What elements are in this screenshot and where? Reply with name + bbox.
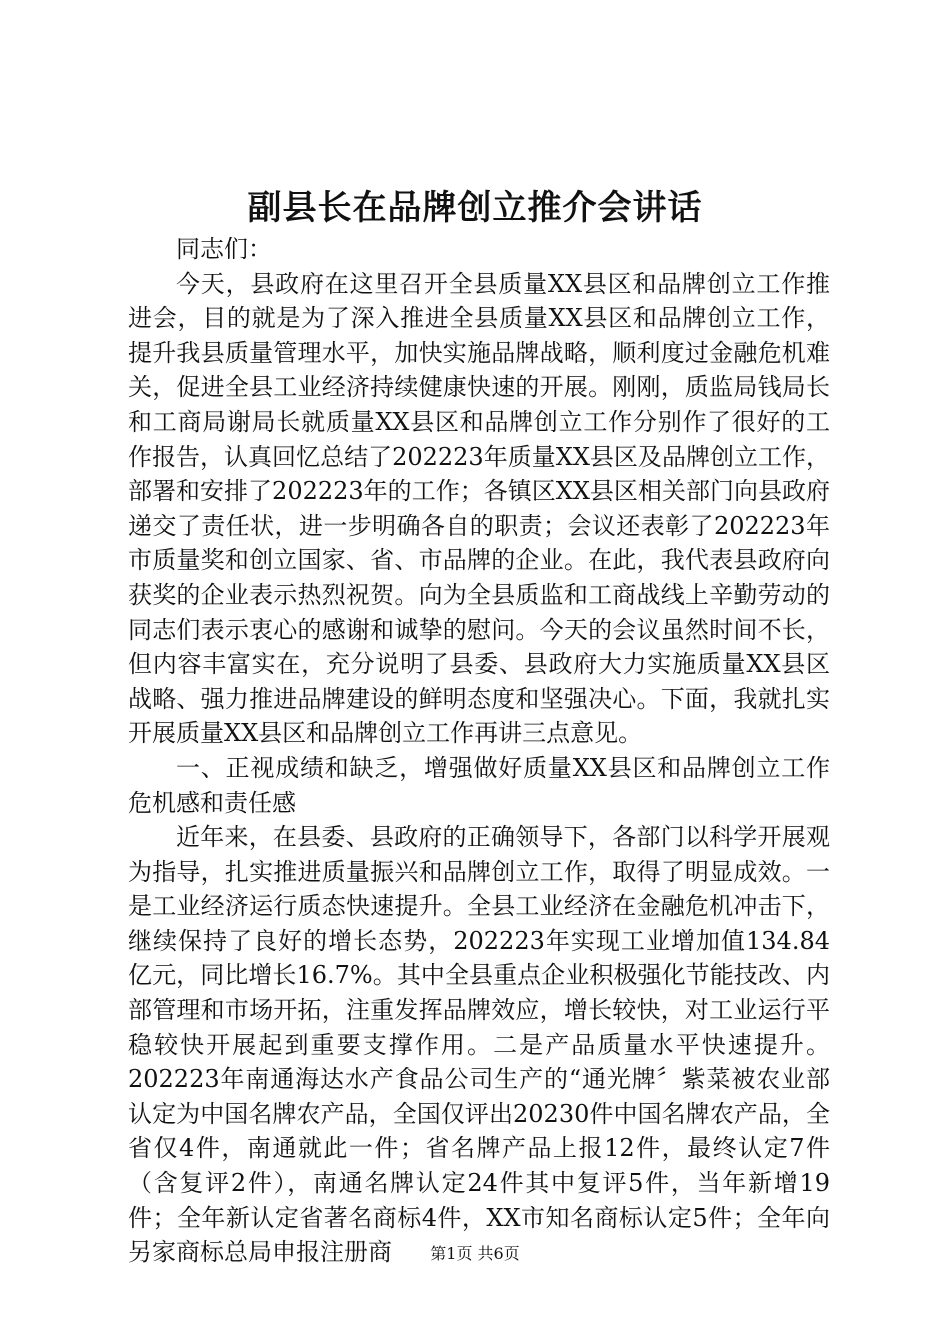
document-body xyxy=(128,232,830,1270)
paragraph-achievements: 近年来，在县委、县政府的正确领导下，各部门以科学开展观为指导，扎实推进质量振兴和品牌创立工作，取得了明显成效。一是工业经济运行质态快速提升。全县工业经济在金融危机冲击下，继续保持了良好的增长态势，202223年实现工业增加值134.84亿元，同比增长16.7%。其中全县重点企业积极强化节能技改、内部管理和市场开拓，注重发挥品牌效应，增长较快，对工业运行平稳较快开展起到重要支撑作用。二是产品质量水平快速提升。202223年南通海达水产食品公司生产的“通光牌〞紫菜被农业部认定为中国名牌农产品，全国仅评出20230件中国名牌农产品，全省仅4件，南通就此一件；省名牌产品上报12件，最终认定7件（含复评2件），南通名牌认定24件其中复评5件，当年新增19件；全年新认定省著名商标4件，XX市知名商标认定5件；全年向另家商标总局申报注册商 xyxy=(128,823,830,1267)
document-title: 副县长在品牌创立推介会讲话 xyxy=(247,188,703,228)
section-heading-1: 一、正视成绩和缺乏，增强做好质量XX县区和品牌创立工作危机感和责任感 xyxy=(128,753,830,817)
salutation: 同志们： xyxy=(176,235,272,263)
paragraph-intro: 今天，县政府在这里召开全县质量XX县区和品牌创立工作推进会，目的就是为了深入推进全县质量XX县区和品牌创立工作，提升我县质量管理水平，加快实施品牌战略，顺利度过金融危机难关，促进全县工业经济持续健康快速的开展。刚刚，质监局钱局长和工商局谢局长就质量XX县区和品牌创立工作分别作了很好的工作报告，认真回忆总结了202223年质量XX县区及品牌创立工作，部署和安排了202223年的工作；各镇区XX县区相关部门向县政府递交了责任状，进一步明确各自的职责；会议还表彰了202223年市质量奖和创立国家、省、市品牌的企业。在此，我代表县政府向获奖的企业表示热烈祝贺。向为全县质监和工商战线上辛勤劳动的同志们表示衷心的感谢和诚挚的慰问。今天的会议虽然时间不长，但内容丰富实在，充分说明了县委、县政府大力实施质量XX县区战略、强力推进品牌建设的鲜明态度和坚强决心。下面，我就扎实开展质量XX县区和品牌创立工作再讲三点意见。 xyxy=(128,269,830,748)
page-footer: 第1页 共6页 xyxy=(430,1244,520,1263)
